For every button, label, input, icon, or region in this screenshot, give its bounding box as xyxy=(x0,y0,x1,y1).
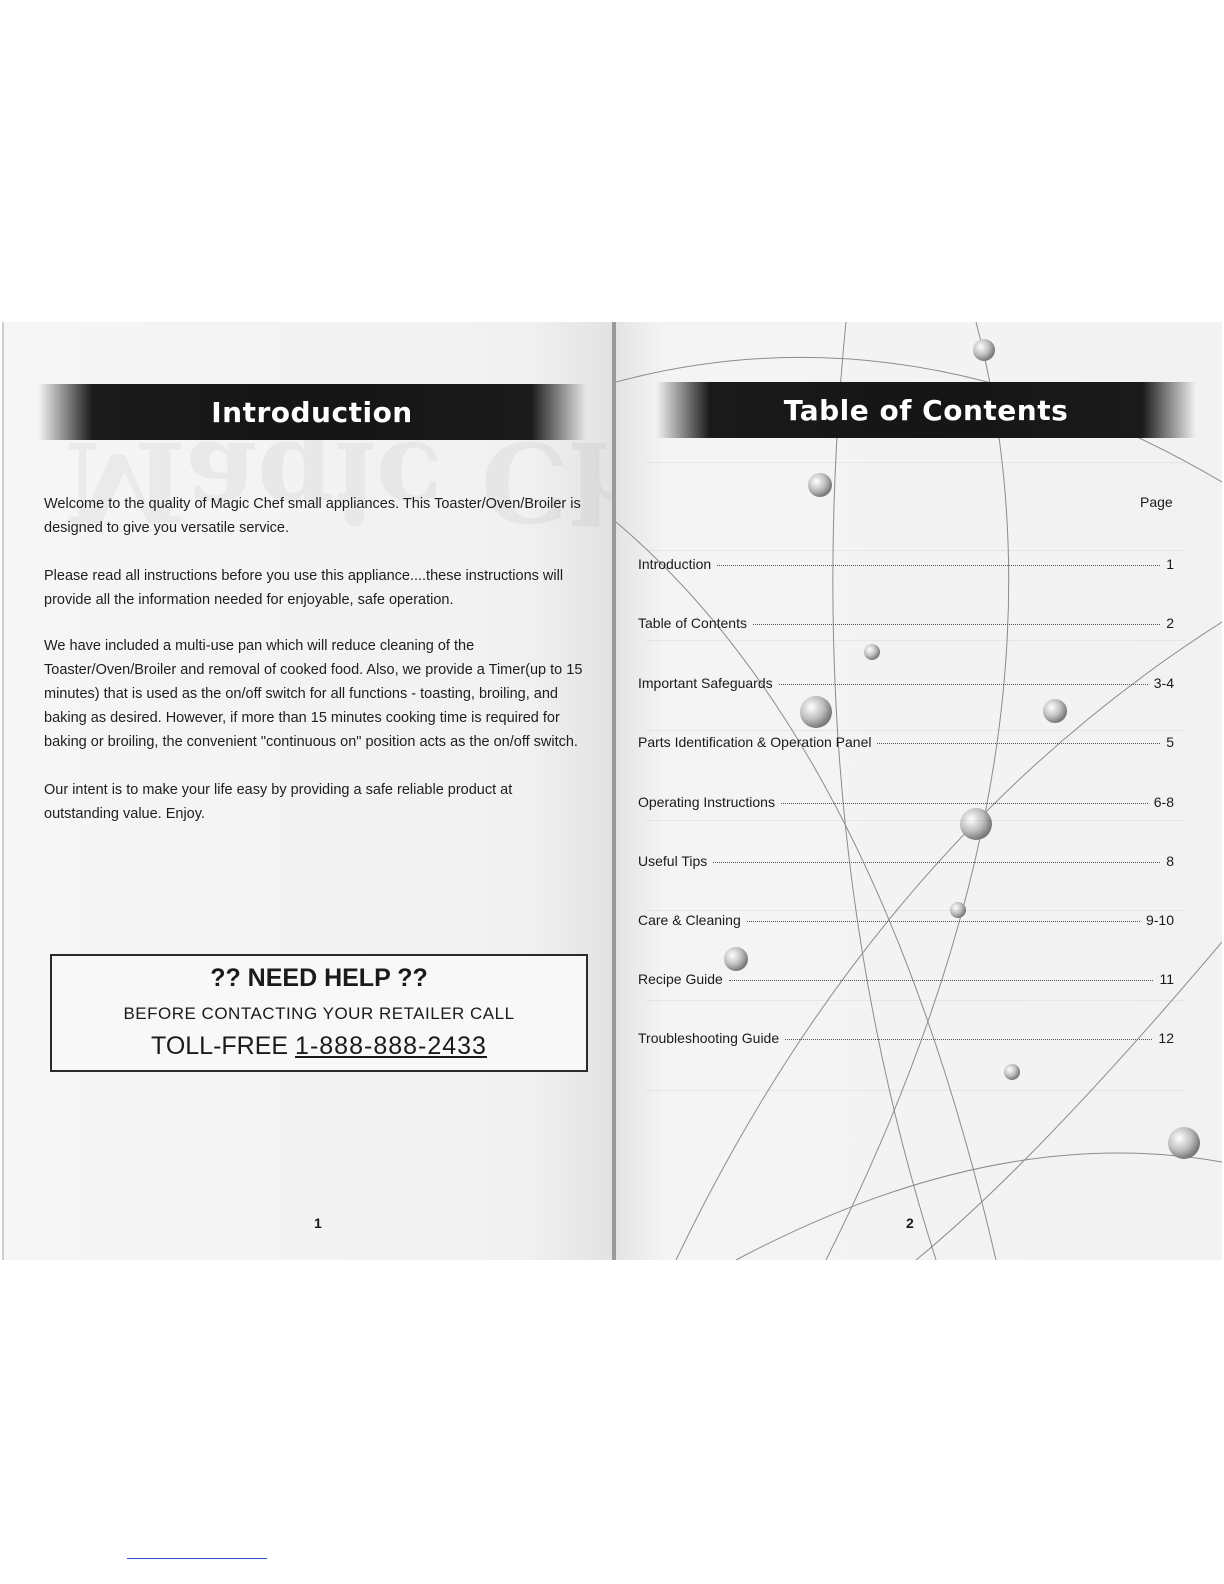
toc-row[interactable] xyxy=(638,615,1174,631)
phone-number[interactable]: 1-888-888-2433 xyxy=(295,1032,487,1060)
sphere-decoration xyxy=(973,339,995,361)
toc-page-column-header: Page xyxy=(1140,494,1173,510)
toc-entry-title: Operating Instructions xyxy=(638,794,775,810)
toc-entry-page: 3-4 xyxy=(1153,675,1174,691)
intro-paragraph-2: Please read all instructions before you use this appliance....these instructions will provide all the information needed for enjoyable, safe operation. xyxy=(44,568,564,608)
toc-row[interactable] xyxy=(638,912,1174,928)
table-of-contents-title: Table of Contents xyxy=(783,393,1069,427)
toc-row[interactable] xyxy=(638,1030,1174,1046)
show-through-line xyxy=(646,820,1186,821)
page-number-left: 1 xyxy=(314,1215,322,1231)
toc-leader-dots xyxy=(779,684,1148,685)
sphere-decoration xyxy=(800,696,832,728)
toc-entry-title: Important Safeguards xyxy=(638,675,773,691)
toc-entry-page: 12 xyxy=(1158,1030,1174,1046)
toc-entry-page: 2 xyxy=(1166,615,1174,631)
toc-row[interactable] xyxy=(638,556,1174,572)
intro-paragraph-3: We have included a multi-use pan which will reduce cleaning of the Toaster/Oven/Broiler and removal of cooked food. Also, we provide a Timer(up to 15 minutes) that is used as the on/off switch for all functions - toasting, broiling, and baking as desired. However, if more than 15 minutes cooking time is required for baking or broiling, the convenient "continuous on" position acts as the on/off switch. xyxy=(44,638,583,750)
toc-leader-dots xyxy=(729,980,1154,981)
sphere-decoration xyxy=(1004,1064,1020,1080)
sphere-decoration xyxy=(1043,699,1067,723)
scan-artifact-line xyxy=(127,1558,267,1559)
page-introduction xyxy=(2,322,616,1260)
manual-spread xyxy=(2,322,1222,1260)
phone-prefix: TOLL-FREE xyxy=(151,1032,289,1060)
sphere-decoration xyxy=(808,473,832,497)
toc-entry-page: 8 xyxy=(1166,853,1174,869)
toc-entry-title: Introduction xyxy=(638,556,712,572)
show-through-line xyxy=(646,910,1186,911)
toc-leader-dots xyxy=(717,565,1160,566)
toc-leader-dots xyxy=(753,624,1160,625)
toc-leader-dots xyxy=(781,803,1148,804)
toc-entry-page: 9-10 xyxy=(1145,912,1174,928)
toc-entry-title: Table of Contents xyxy=(638,615,747,631)
toc-entry-title: Care & Cleaning xyxy=(638,912,741,928)
table-of-contents-banner xyxy=(656,382,1196,438)
sphere-decoration xyxy=(864,644,880,660)
toc-entry-title: Troubleshooting Guide xyxy=(638,1030,780,1046)
page-number-right: 2 xyxy=(906,1215,914,1231)
toc-leader-dots xyxy=(713,862,1160,863)
toc-row[interactable] xyxy=(638,794,1174,810)
toc-row[interactable] xyxy=(638,853,1174,869)
show-through-line xyxy=(646,1000,1186,1001)
show-through-line xyxy=(646,550,1186,551)
toc-entry-title: Parts Identification & Operation Panel xyxy=(638,734,872,750)
help-box xyxy=(50,954,588,1072)
toc-entry-title: Recipe Guide xyxy=(638,971,723,987)
toc-entry-title: Useful Tips xyxy=(638,853,708,869)
sphere-decoration xyxy=(724,947,748,971)
toc-leader-dots xyxy=(747,921,1140,922)
toc-leader-dots xyxy=(877,743,1160,744)
introduction-banner xyxy=(38,384,586,440)
toc-leader-dots xyxy=(785,1039,1152,1040)
toc-entry-page: 5 xyxy=(1166,734,1174,750)
show-through-line xyxy=(646,640,1186,641)
help-phone-line xyxy=(52,1032,586,1061)
help-title: ?? NEED HELP ?? xyxy=(210,964,428,992)
sphere-decoration xyxy=(1168,1127,1200,1159)
toc-row[interactable] xyxy=(638,675,1174,691)
toc-row[interactable] xyxy=(638,971,1174,987)
toc-entry-page: 6-8 xyxy=(1153,794,1174,810)
toc-entry-page: 1 xyxy=(1166,556,1174,572)
intro-paragraph-4: Our intent is to make your life easy by providing a safe reliable product at outstanding value. Enjoy. xyxy=(44,782,513,822)
toc-entry-page: 11 xyxy=(1159,971,1174,987)
show-through-line xyxy=(646,1090,1186,1091)
help-subtitle: BEFORE CONTACTING YOUR RETAILER CALL xyxy=(123,1004,515,1023)
page-table-of-contents xyxy=(616,322,1222,1260)
introduction-title: Introduction xyxy=(211,395,413,429)
intro-paragraph-1: Welcome to the quality of Magic Chef small appliances. This Toaster/Oven/Broiler is designed to give you versatile service. xyxy=(44,496,581,536)
show-through-line xyxy=(646,730,1186,731)
sphere-decoration xyxy=(960,808,992,840)
toc-row[interactable] xyxy=(638,734,1174,750)
show-through-line xyxy=(646,462,1186,463)
